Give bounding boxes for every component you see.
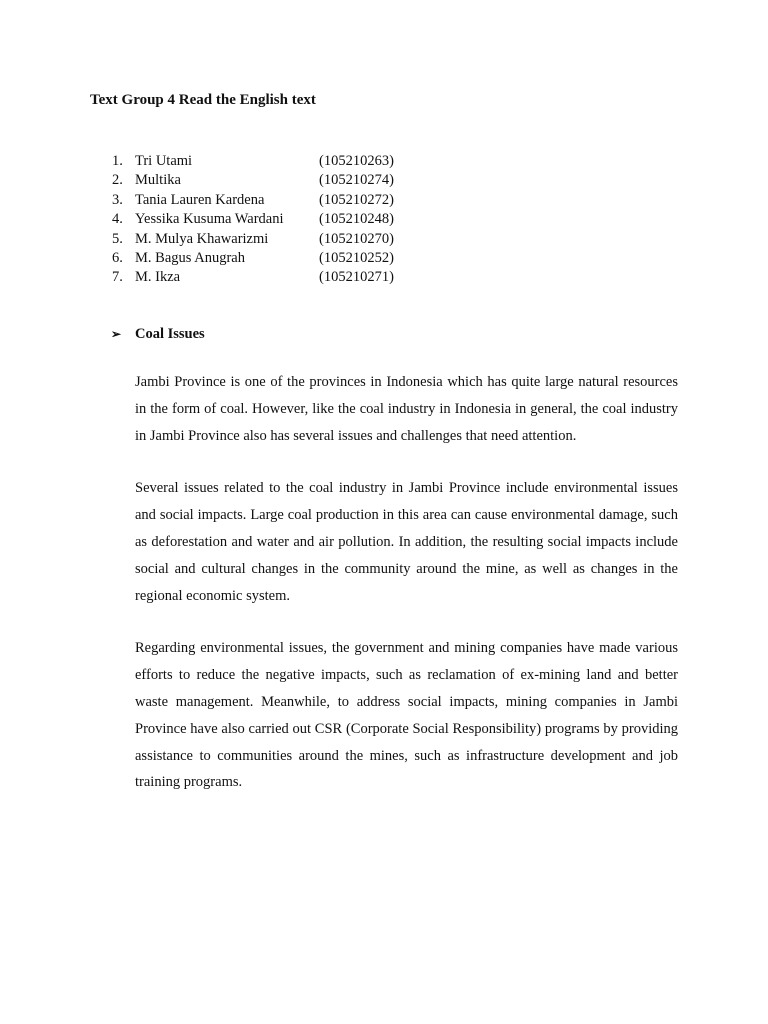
member-name: Multika	[135, 172, 181, 189]
member-list	[104, 152, 424, 288]
member-id: (105210271)	[319, 269, 394, 286]
member-name: M. Mulya Khawarizmi	[135, 230, 269, 247]
section-body	[135, 369, 678, 822]
list-number: 4.	[112, 211, 123, 228]
list-item	[104, 152, 424, 171]
member-id: (105210248)	[319, 211, 394, 228]
member-id: (105210274)	[319, 172, 394, 189]
member-id: (105210263)	[319, 153, 394, 169]
list-item	[104, 230, 424, 249]
document-title: Text Group 4 Read the English text	[90, 92, 316, 108]
member-name: Tania Lauren Kardena	[135, 191, 265, 208]
list-number: 5.	[112, 230, 123, 247]
member-id: (105210270)	[319, 230, 394, 247]
list-number: 7.	[112, 269, 123, 286]
paragraph: Regarding environmental issues, the government and mining companies have made various efforts to reduce the negative impacts, such as reclamation of ex-mining land and better waste management. Meanwhile, to address social impacts, mining companies in Jambi Province have also carried out CSR (Corporate Social Responsibility) programs by providing assistance to communities around the mines, such as infrastructure development and job training programs.	[135, 640, 678, 791]
member-name: Yessika Kusuma Wardani	[135, 211, 284, 228]
paragraph: Jambi Province is one of the provinces in Indonesia which has quite large natural resources in the form of coal. However, like the coal industry in Indonesia in general, the coal industry in Jambi Province also has several issues and challenges that need attention.	[135, 374, 678, 444]
list-item	[104, 268, 424, 287]
section-heading-text: Coal Issues	[135, 326, 205, 342]
list-number: 2.	[112, 172, 123, 189]
arrow-bullet-icon: ➢	[111, 327, 122, 341]
paragraph: Several issues related to the coal industry in Jambi Province include environmental issues and social impacts. Large coal production in this area can cause environmental damage, such as deforestation and water and air pollution. In addition, the resulting social impacts include social and cultural changes in the community around the mine, as well as changes in the regional economic system.	[135, 480, 678, 604]
list-item	[104, 210, 424, 229]
member-id: (105210272)	[319, 191, 394, 208]
list-item	[104, 171, 424, 190]
list-number: 1.	[112, 153, 123, 169]
list-number: 3.	[112, 191, 123, 208]
member-name: M. Bagus Anugrah	[135, 249, 245, 266]
list-number: 6.	[112, 249, 123, 266]
section-heading	[111, 326, 205, 343]
member-id: (105210252)	[319, 249, 394, 266]
list-item	[104, 191, 424, 210]
member-name: Tri Utami	[135, 153, 193, 169]
member-name: M. Ikza	[135, 269, 181, 286]
list-item	[104, 249, 424, 268]
